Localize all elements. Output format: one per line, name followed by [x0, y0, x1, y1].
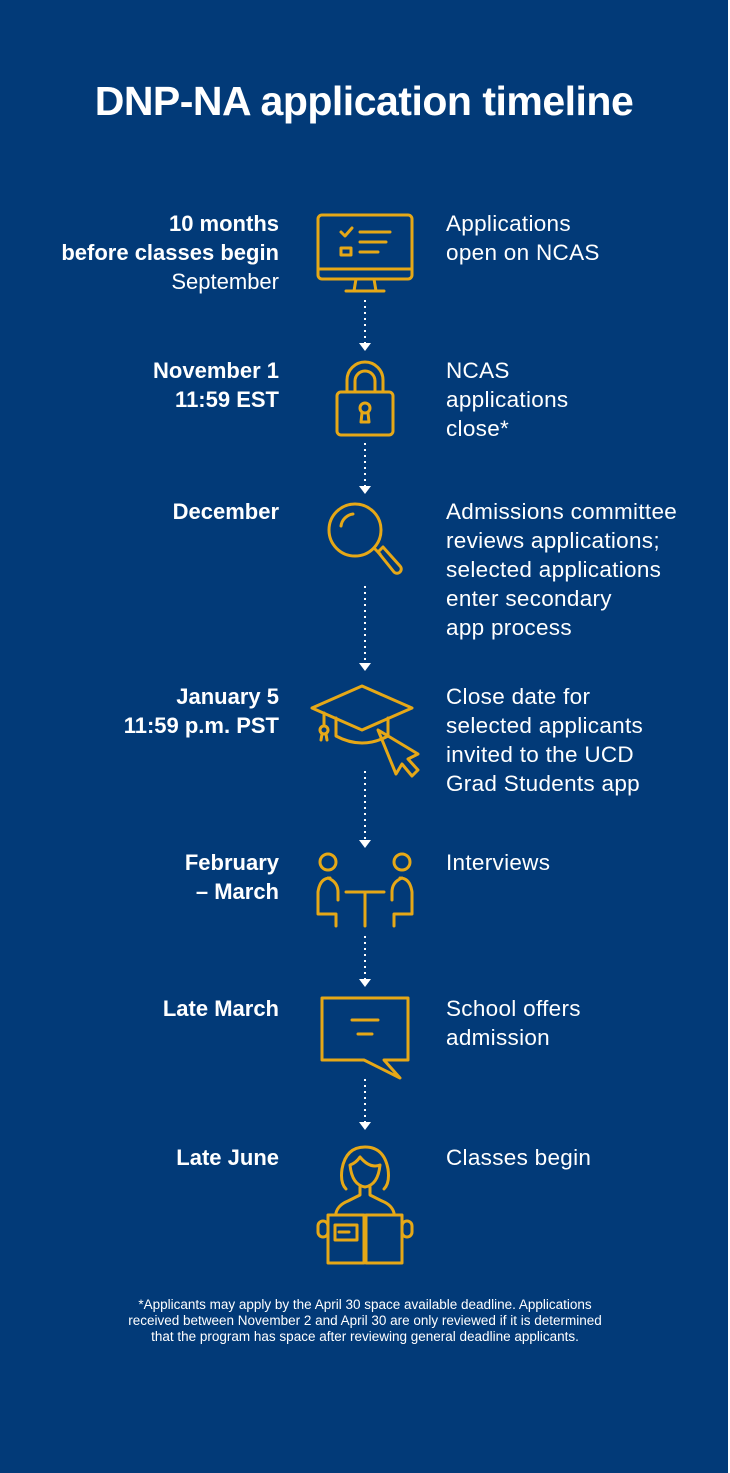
- step-7-description: Classes begin: [446, 1145, 592, 1170]
- step-6-date: Late March: [162, 996, 279, 1021]
- speech-bubble-icon: [320, 996, 410, 1080]
- step-3-date: December: [172, 499, 279, 524]
- connector-arrow-6: [358, 1079, 372, 1131]
- magnifying-glass-icon: [327, 502, 403, 580]
- connector-arrow-3: [358, 586, 372, 672]
- step-2-description: NCAS applications close*: [446, 358, 569, 441]
- step-2-date: November 1 11:59 EST: [153, 358, 279, 412]
- connector-arrow-2: [358, 443, 372, 495]
- connector-arrow-5: [358, 936, 372, 988]
- step-4-date: January 5 11:59 p.m. PST: [123, 684, 279, 738]
- page-title: DNP-NA application timeline: [94, 78, 634, 124]
- interview-people-icon: [314, 852, 416, 928]
- step-4-description: Close date for selected applicants invited to the UCD Grad Students app: [446, 684, 644, 796]
- step-5-description: Interviews: [446, 850, 551, 875]
- computer-checklist-icon: [316, 213, 414, 295]
- graduation-cap-cursor-icon: [310, 684, 420, 778]
- student-reading-icon: [316, 1145, 414, 1265]
- step-3-description: Admissions committee reviews applications; selected applications enter secondary app process: [446, 499, 678, 640]
- step-1-description: Applications open on NCAS: [446, 211, 600, 265]
- connector-arrow-1: [358, 300, 372, 352]
- connector-arrow-4: [358, 771, 372, 849]
- footnote: *Applicants may apply by the April 30 space available deadline. Applications received between November 2 and April 30 are only reviewed if it is determined that the program has space after reviewing general deadline applicants.: [128, 1297, 602, 1344]
- step-5-date: February – March: [184, 850, 279, 904]
- step-7-date: Late June: [176, 1145, 279, 1170]
- padlock-icon: [335, 360, 395, 438]
- step-1-date: 10 months before classes begin September: [61, 211, 279, 294]
- step-6-description: School offers admission: [446, 996, 581, 1050]
